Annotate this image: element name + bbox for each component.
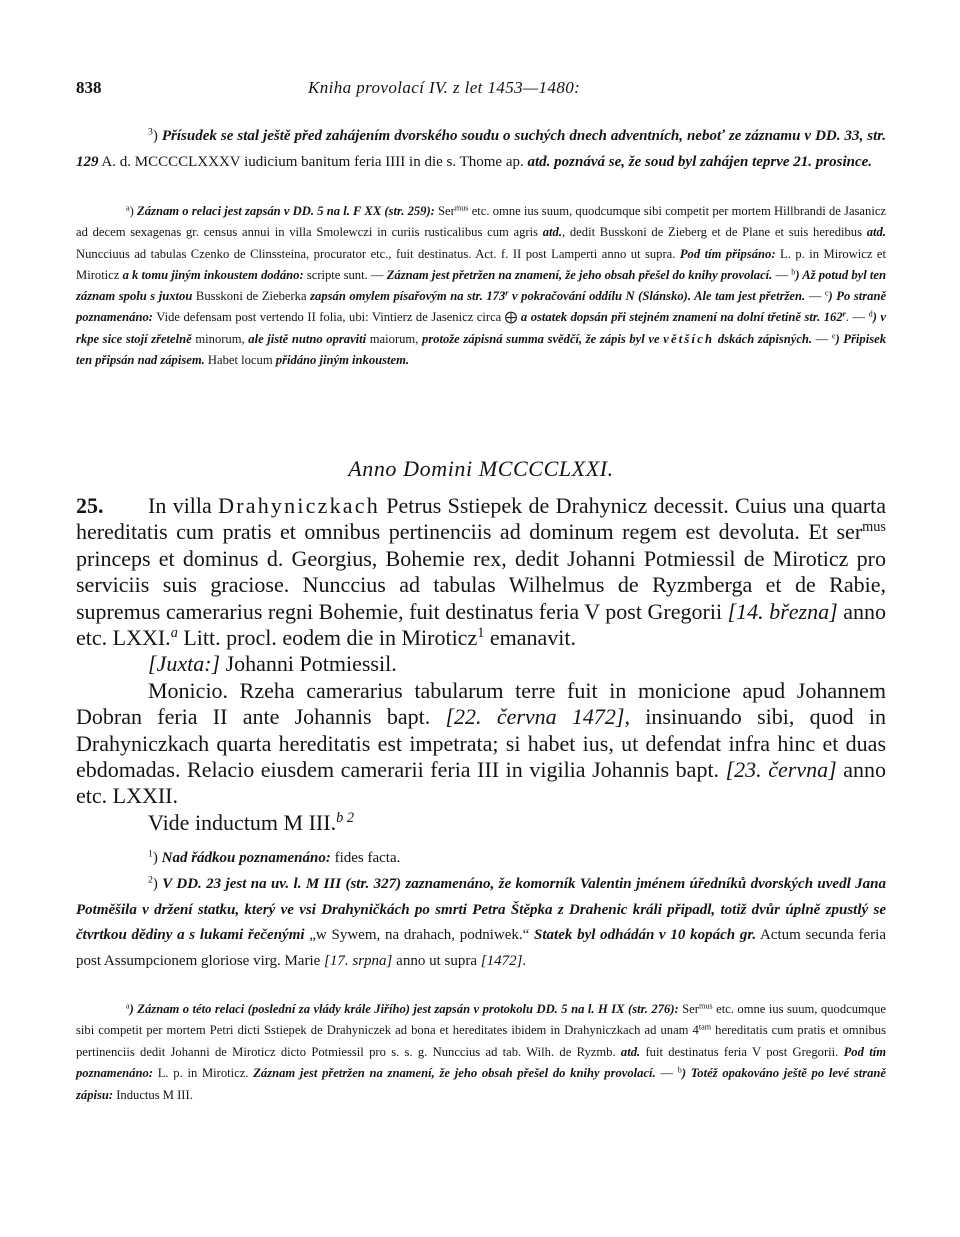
apparatus-text: — (812, 331, 832, 346)
apparatus-text: Habet locum (204, 353, 276, 368)
editorial-date: [23. června] (725, 757, 837, 783)
entry-text: anno etc. LXXII. (76, 757, 886, 809)
entry-text: Vide inductum M III. (148, 809, 337, 835)
editorial-date: [17. srpna] (324, 953, 393, 970)
apparatus-note: Záznam jest přetržen na znamení, že jeho obsah přešel do knihy provolací. (386, 267, 773, 282)
apparatus-mark: b (791, 267, 796, 277)
footnote-3: $^3$) Přísudek se stal ještě před zahájením dvorského soudu o suchých dnech adventních, neboť ze záznamu v DD. 33, str. 129 A. d. MCCCCLXXXV iudicium banitum feria IIII in die s. Thome ap. atd. poznává se, že soud byl zahájen teprve 21. prosince. (76, 126, 886, 170)
apparatus-note: ) Totéž opakováno ještě po levé straně zápisu: (76, 1066, 887, 1102)
apparatus-note: a ostatek dopsán při stejném znamení na dolní třetině str. 162 (517, 310, 843, 325)
superscript: tam (698, 1022, 712, 1032)
apparatus-text: — (655, 1066, 678, 1081)
entry-25 (76, 493, 886, 836)
apparatus-text: — (772, 267, 792, 282)
apparatus-text: — (848, 310, 869, 325)
page-header (76, 78, 886, 100)
editorial-date: [14. března] (727, 598, 838, 624)
footnote-text-italic: atd. poznává se, že soud byl zahájen teprve 21. prosince. (527, 153, 873, 170)
superscript: r (842, 309, 846, 319)
entry-text: Litt. procl. eodem die in Miroticz (177, 625, 478, 651)
footnote-note: Nad řádkou poznamenáno: (161, 850, 331, 866)
running-title: Kniha provolací IV. z let 1453—1480: (308, 78, 581, 97)
superscript: r (505, 288, 509, 298)
footnotes-entry-25: $^1$) Nad řádkou poznamenáno: fides facta. $^2$) V DD. 23 jest na uv. l. M III (str. 327) zaznamenáno, že komorník Valentin jménem úředníků dvorských uvedl Jana Potměšila v držení statku, který ve vsi Drahyničkách po smrti Petra Štěpka z Drahenic králi připadl, totiž dvůr úplně zpustlý se čtvrtkou dědiny a s lukami řečenými „w Sywem, na drahach, podniwek.“ Statek byl odhádán v 10 kopách gr. Actum secunda feria post Assumpcionem gloriose virg. Marie [17. srpna] anno ut supra [1472]. (76, 848, 887, 970)
critical-apparatus-top: $^a$) Záznam o relaci jest zapsán v DD. 5 na l. F XX (str. 259): Ser$^{mus}$ etc. omne ius suum, quodcumque sibi competit per mortem Hillbrandi de Jasanicz ad decem sexagenas gr. census annui in villa Smolewczi in curiis rusticalibus cum agris atd., dedit Busskoni de Zieberg et de Plane et suis heredibus atd. Nuncciuus ad tabulas Czenko de Clinssteina, procurator etc., fuit destinatus. Act. f. II post Lamperti anno ut supra. Pod tím připsáno: L. p. in Mirowicz et Miroticz a k tomu jiným inkoustem dodáno: scripte sunt. — Záznam jest přetržen na znamení, že jeho obsah přešel do knihy provolací. — $^b$) Až potud byl ten záznam spolu s juxtou Busskoni de Zieberka zapsán omylem písařovým na str. 173$^r$ v pokračování oddílu N (Slánsko). Ale tam jest přetržen. — $^c$) Po straně poznamenáno: Vide defensam post vertendo II folia, ubi: Vintierz de Jasenicz circa ⨁ a ostatek dopsán při stejném znamení na dolní třetině str. 162$^r$. — $^d$) v rkpe sice stojí zřetelně minorum, ale jistě nutno opraviti maiorum, protože zápisná summa svědčí, že zápis byl ve větších dskách zápisných. — $^e$) Připisek ten připsán nad zápisem. Habet locum přidáno jiným inkoustem. (76, 203, 887, 368)
apparatus-text: minorum, (191, 331, 249, 346)
apparatus-note: ) v rkpe sice stojí zřetelně (76, 310, 887, 346)
apparatus-note: přidáno jiným inkoustem. (275, 353, 410, 368)
apparatus-text: scripte sunt. — (303, 267, 387, 282)
footnote-text: fides facta. (330, 850, 401, 866)
footnote-mark: b 2 (336, 810, 354, 827)
apparatus-note: ) Až potud byl ten záznam spolu s juxtou (76, 267, 887, 304)
footnote-note: Statek byl odhádán v 10 kopách gr. (534, 927, 757, 944)
footnote-text-italic: Přísudek se stal ještě před zahájením dvorského soudu o suchých dnech adventních, neboť ze záznamu v DD. 33, str. 129 (76, 128, 886, 170)
apparatus-note: dskách zápisných. (714, 331, 813, 346)
apparatus-note: Pod tím poznamenáno: (76, 1044, 886, 1081)
apparatus-note: v pokračování oddílu N (Slánsko). Ale tam jest přetržen. (508, 289, 806, 304)
entry-number: 25. (76, 493, 104, 518)
apparatus-mark: b (677, 1065, 682, 1075)
spaced-emphasis: větších (663, 331, 715, 346)
apparatus-note: atd. (542, 225, 562, 240)
apparatus-note: atd. (620, 1044, 641, 1059)
apparatus-note: zapsán omylem písařovým na str. 173 (310, 289, 506, 304)
entry-text: Johanni Potmiessil. (220, 651, 397, 677)
apparatus-note: a k tomu jiným inkoustem dodáno: (122, 267, 304, 282)
apparatus-text: fuit destinatus feria V post Gregorii. (640, 1044, 844, 1059)
entry-text: princeps et dominus d. Georgius, Bohemie rex, dedit Johanni Potmiessil de Miroticz pro serviciis suis graciose. Nunccius ad tabulas Wilhelmus de Ryzmberga et de Rabie, supremus camerarius regni Bohemie, fuit destinatus feria V post Gregorii (76, 545, 886, 624)
editorial-date: [22. června 1472] (445, 704, 625, 730)
apparatus-text: , dedit Busskoni de Zieberg et de Plane et suis heredibus (562, 225, 867, 240)
footnote-mark: 1 (148, 848, 153, 860)
editorial-date: [1472] (480, 953, 523, 970)
apparatus-note: Záznam jest přetržen na znamení, že jeho obsah přešel do knihy provolací. (253, 1066, 656, 1081)
section-title: Anno Domini MCCCCLXXI. (348, 456, 614, 481)
apparatus-note: ) Záznam o této relaci (poslední za vlády krále Jiřího) jest zapsán v protokolu DD. 5 na l. H IX (str. 276): (129, 1002, 679, 1016)
footnote-note: V DD. 23 jest na uv. l. M III (str. 327) zaznamenáno, že komorník Valentin jménem úředníků dvorských uvedl Jana Potměšila v držení statku, který ve vsi Drahyničkách po smrti Petra Štěpka z Drahenic králi připadl, totiž dvůr úplně zpustlý se čtvrtkou dědiny a s lukami řečenými (76, 875, 886, 944)
apparatus-text: — (805, 289, 825, 304)
apparatus-text: L. p. in Miroticz. (152, 1066, 254, 1081)
apparatus-mark: a (170, 625, 178, 642)
apparatus-note: ) Připisek ten připsán nad zápisem. (76, 331, 886, 368)
footnote-mark: 3 (148, 126, 153, 138)
superscript: mus (862, 519, 886, 536)
entry-text: anno etc. LXXI. (76, 598, 887, 651)
entry-text: In villa (148, 493, 219, 518)
footnote-text: Actum secunda feria post Assumpcionem gloriose virg. Marie (76, 927, 887, 970)
footnote-mark: 2 (148, 874, 153, 886)
apparatus-text: Ser (438, 204, 455, 218)
entry-text: Petrus Sstiepek de Drahynicz decessit. Cuius una quarta hereditatis cum pratis et omnibus pertinenciis ad dominum regem est devoluta. Et ser (76, 493, 886, 545)
apparatus-note: atd. (866, 225, 886, 240)
superscript: mus (698, 1001, 713, 1011)
apparatus-text: etc. omne ius suum, quodcumque sibi competit per mortem Petri dicti Sstiepek de Drahyniczek ad bona et hereditates ibidem in Drahyniczkach ad unam 4 (76, 1002, 886, 1038)
apparatus-text: Busskoni de Zieberka (192, 289, 311, 304)
critical-apparatus-bottom (76, 999, 886, 1106)
apparatus-text: Inductus M III. (113, 1087, 193, 1102)
apparatus-text: Vide defensam post vertendo II folia, ubi: Vintierz de Jasenicz circa (152, 310, 505, 325)
superscript: mus (454, 203, 469, 213)
apparatus-note: Pod tím připsáno: (679, 246, 776, 261)
footnote-mark: 1 (477, 625, 485, 642)
apparatus-text: . (845, 310, 849, 325)
apparatus-text: maiorum, (366, 331, 422, 346)
apparatus-text: Nuncciuus ad tabulas Czenko de Clinssteina, procurator etc., fuit destinatus. Act. f. II post Lamperti anno ut supra. (76, 246, 680, 261)
apparatus-mark: c (824, 288, 829, 298)
apparatus-note: ) Po straně poznamenáno: (76, 289, 887, 325)
apparatus-text: hereditatis cum pratis et omnibus pertinenciis dedit Johanni de Miroticz dicto Potmiessil pro s. s. g. Nunccius ad tab. Wilh. de Ryzmb. (76, 1023, 886, 1059)
apparatus-mark: a (126, 203, 130, 213)
footnote-text: A. d. MCCCCLXXXV iudicium banitum feria IIII in die s. Thome ap. (98, 153, 528, 170)
entry-text: , insinuando sibi, quod in Drahyniczkach quarta hereditatis est impetrata; si habet ius, ut defendat infra hinc et duas ebdomadas. Relacio eiusdem camerarii feria III in vigilia Johannis bapt. (76, 704, 886, 783)
spaced-place-name: Drahyniczkach (218, 493, 380, 518)
apparatus-note: Záznam o relaci jest zapsán v DD. 5 na l. F XX (str. 259): (137, 204, 439, 218)
apparatus-mark: e (831, 331, 836, 341)
page-number: 838 (76, 78, 102, 97)
apparatus-note: protože zápisná summa svědčí, že zápis byl ve (421, 331, 664, 346)
apparatus-text: etc. omne ius suum, quodcumque sibi competit per mortem Hillbrandi de Jasanicz ad decem sexagenas gr. census annui in villa Smolewczi in curiis rusticalibus cum agris (76, 204, 887, 240)
apparatus-mark: a (126, 1001, 130, 1011)
entry-text: emanavit. (484, 625, 577, 651)
apparatus-mark: d (868, 309, 873, 319)
circle-cross-icon: ⨁ (504, 310, 518, 325)
footnote-text: anno ut supra (392, 953, 481, 970)
apparatus-text: Ser (678, 1002, 699, 1016)
footnote-text: „w Sywem, na drahach, podniwek.“ (304, 927, 535, 944)
apparatus-note: ale jistě nutno opraviti (248, 331, 367, 346)
footnote-text: . (522, 953, 527, 970)
apparatus-text: L. p. in Mirowicz et Miroticz (76, 246, 887, 282)
entry-text: Monicio. Rzeha camerarius tabularum terre fuit in monicione apud Johannem Dobran feria II ante Johannis bapt. (76, 677, 886, 730)
editorial-insert: [Juxta:] (148, 651, 221, 677)
